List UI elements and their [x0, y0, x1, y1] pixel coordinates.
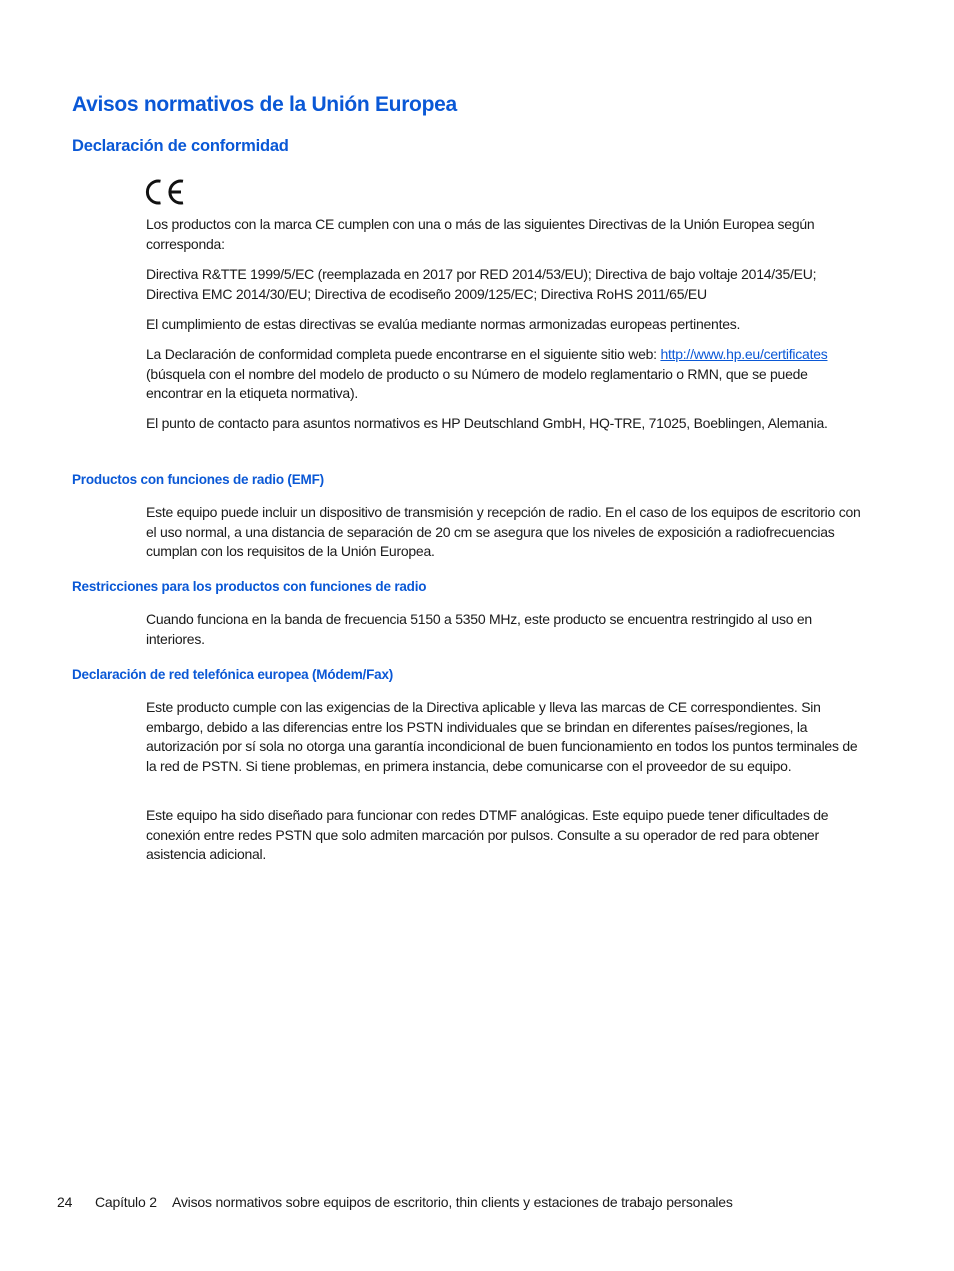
- heading-radio-emf: Productos con funciones de radio (EMF): [72, 472, 324, 487]
- certificates-link[interactable]: http://www.hp.eu/certificates: [660, 346, 828, 362]
- page-number: 24: [57, 1194, 73, 1210]
- paragraph-radio-restrictions: Cuando funciona en la banda de frecuencia 5150 a 5350 MHz, este producto se encuentra restringido al uso en interiores.: [146, 611, 812, 647]
- paragraph-directive-list: Directiva R&TTE 1999/5/EC (reemplazada en 2017 por RED 2014/53/EU); Directiva de bajo voltaje 2014/35/EU; Directiva EMC 2014/30/EU; Directiva de ecodiseño 2009/125/EC; Directiva RoHS 2011/65/EU: [146, 266, 817, 302]
- section-heading-declaration: Declaración de conformidad: [72, 137, 289, 155]
- paragraph-telephone-network: Este producto cumple con las exigencias de la Directiva aplicable y lleva las marcas de CE correspondientes. Sin embargo, debido a las diferencias entre los PSTN individuales que se brindan en diferentes países/regiones, la autorización por sí sola no otorga una garantía incondicional de buen funcionamiento en todos los puntos terminales de la red de PSTN. Si tiene problemas, en primera instancia, debe comunicarse con el proveedor de su equipo.: [146, 699, 858, 774]
- footer-chapter-title: Avisos normativos sobre equipos de escritorio, thin clients y estaciones de trabajo personales: [172, 1194, 733, 1210]
- paragraph-dtmf: Este equipo ha sido diseñado para funcionar con redes DTMF analógicas. Este equipo puede tener dificultades de conexión entre redes PSTN que solo admiten marcación por pulsos. Consulte a su operador de red para obtener asistencia adicional.: [146, 807, 829, 862]
- paragraph-contact: El punto de contacto para asuntos normativos es HP Deutschland GmbH, HQ-TRE, 71025, Boeblingen, Alemania.: [146, 415, 828, 431]
- page-title: Avisos normativos de la Unión Europea: [72, 93, 457, 116]
- paragraph-radio-emf: Este equipo puede incluir un dispositivo de transmisión y recepción de radio. En el caso de los equipos de escritorio con el uso normal, a una distancia de separación de 20 cm se asegura que los niveles de exposición a radiofrecuencias cumplan con los requisitos de la Unión Europea.: [146, 504, 861, 559]
- heading-radio-restrictions: Restricciones para los productos con funciones de radio: [72, 579, 427, 594]
- paragraph-declaration-site: La Declaración de conformidad completa puede encontrarse en el siguiente sitio web: http://www.hp.eu/certificates (búsquela con el nombre del modelo de producto o su Número de modelo reglamentario o RMN, que se puede encontrar en la etiqueta normativa).: [146, 346, 828, 401]
- ce-mark-icon: [145, 178, 187, 206]
- footer-chapter: Capítulo 2: [95, 1194, 157, 1210]
- paragraph-compliance: El cumplimiento de estas directivas se evalúa mediante normas armonizadas europeas pertinentes.: [146, 316, 741, 332]
- paragraph-ce-directives: Los productos con la marca CE cumplen con una o más de las siguientes Directivas de la Unión Europea según corresponda:: [146, 216, 815, 252]
- heading-telephone-network: Declaración de red telefónica europea (Módem/Fax): [72, 667, 394, 682]
